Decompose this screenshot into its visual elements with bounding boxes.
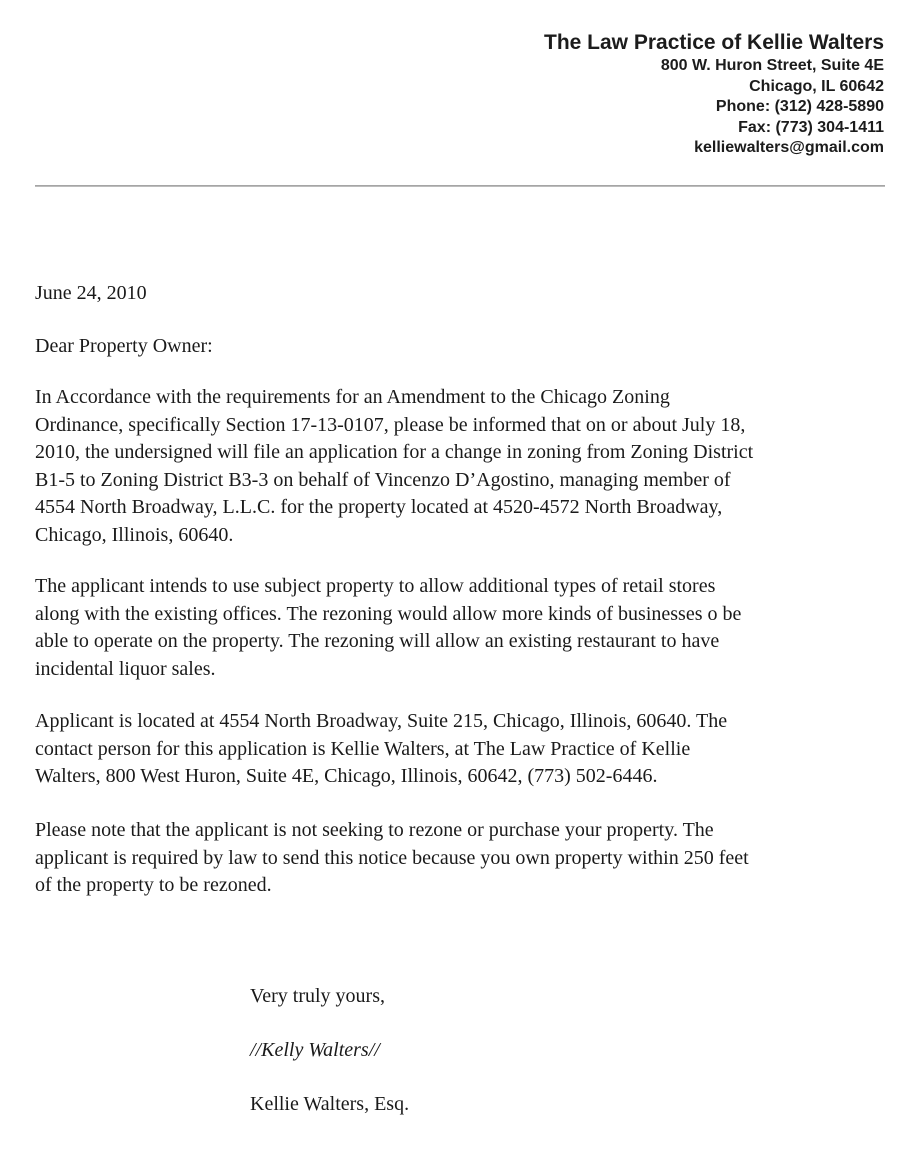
paragraph-line: Please note that the applicant is not seeking to rezone or purchase your property. The (35, 819, 714, 841)
paragraph-line: 4554 North Broadway, L.L.C. for the property located at 4520-4572 North Broadway, (35, 496, 723, 518)
paragraph-intended-use (35, 573, 895, 683)
paragraph-line: able to operate on the property. The rezoning will allow an existing restaurant to have (35, 630, 720, 652)
closing: Very truly yours, (250, 985, 385, 1007)
paragraph-line: Applicant is located at 4554 North Broadway, Suite 215, Chicago, Illinois, 60640. The (35, 710, 728, 732)
signature: //Kelly Walters// (250, 1039, 380, 1061)
paragraph-contact (35, 708, 895, 791)
paragraph-notice (35, 817, 895, 900)
signer-name: Kellie Walters, Esq. (250, 1093, 410, 1115)
salutation: Dear Property Owner: (35, 335, 213, 357)
paragraph-line: of the property to be rezoned. (35, 874, 272, 896)
paragraph-line: contact person for this application is Kellie Walters, at The Law Practice of Kellie (35, 737, 691, 760)
paragraph-line: Ordinance, specifically Section 17-13-0107, please be informed that on or about July 18, (35, 413, 746, 436)
paragraph-line: Walters, 800 West Huron, Suite 4E, Chicago, Illinois, 60642, (773) 502-6446. (35, 765, 658, 787)
paragraph-line: In Accordance with the requirements for an Amendment to the Chicago Zoning (35, 386, 670, 408)
firm-name: The Law Practice of Kellie Walters (544, 31, 884, 54)
paragraph-line: Chicago, Illinois, 60640. (35, 523, 234, 546)
paragraph-zoning-amendment (35, 384, 895, 549)
paragraph-line: applicant is required by law to send this notice because you own property within 250 feet (35, 846, 749, 869)
paragraph-line: 2010, the undersigned will file an application for a change in zoning from Zoning District (35, 441, 754, 463)
paragraph-line: The applicant intends to use subject property to allow additional types of retail stores (35, 575, 716, 597)
letter-date: June 24, 2010 (35, 282, 147, 304)
firm-address-line2: Chicago, IL 60642 (749, 77, 884, 95)
paragraph-line: along with the existing offices. The rezoning would allow more kinds of businesses o be (35, 602, 742, 625)
firm-fax: Fax: (773) 304-1411 (738, 118, 884, 136)
firm-phone: Phone: (312) 428-5890 (715, 98, 884, 115)
firm-address-line1: 800 W. Huron Street, Suite 4E (660, 57, 884, 74)
paragraph-line: incidental liquor sales. (35, 657, 216, 680)
letterhead (544, 30, 884, 159)
paragraph-line: B1-5 to Zoning District B3-3 on behalf of Vincenzo D’Agostino, managing member of (35, 468, 731, 491)
letterhead-divider (35, 185, 885, 187)
firm-email: kelliewalters@gmail.com (694, 139, 884, 156)
